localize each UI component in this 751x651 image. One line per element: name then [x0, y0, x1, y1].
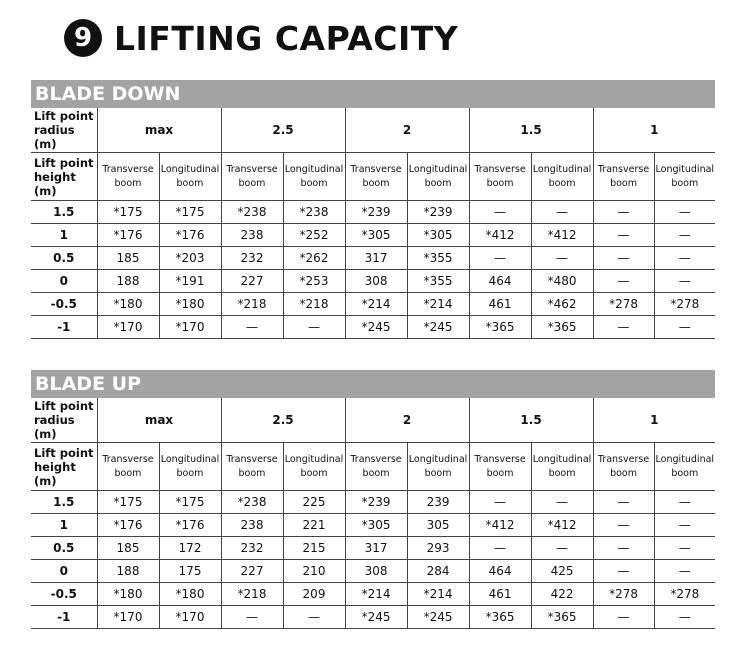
capacity-cell: —: [654, 316, 715, 339]
capacity-cell: —: [654, 606, 715, 629]
capacity-cell: *365: [531, 316, 593, 339]
radius-header-cell: 2: [345, 108, 469, 153]
capacity-cell: *305: [407, 224, 469, 247]
transverse-boom-header: Transverse boom: [221, 153, 283, 201]
section-title-bar: BLADE UP: [31, 370, 715, 398]
row-height-label: 1.5: [31, 491, 97, 514]
capacity-cell: *239: [345, 201, 407, 224]
capacity-cell: 422: [531, 583, 593, 606]
capacity-cell: *218: [221, 583, 283, 606]
capacity-cell: 227: [221, 560, 283, 583]
capacity-cell: —: [654, 201, 715, 224]
radius-header-cell: 1: [593, 108, 715, 153]
capacity-cell: *180: [159, 583, 221, 606]
capacity-cell: *214: [407, 583, 469, 606]
capacity-cell: 461: [469, 293, 531, 316]
capacity-cell: 227: [221, 270, 283, 293]
capacity-table: [31, 398, 715, 629]
capacity-cell: —: [593, 201, 654, 224]
capacity-cell: *170: [159, 606, 221, 629]
capacity-cell: —: [593, 537, 654, 560]
capacity-cell: *170: [159, 316, 221, 339]
capacity-cell: *175: [97, 201, 159, 224]
table-row: [31, 270, 715, 293]
radius-label: Lift point radius (m): [31, 398, 97, 443]
capacity-cell: *245: [345, 606, 407, 629]
section-title-bar: BLADE DOWN: [31, 80, 715, 108]
row-height-label: 1: [31, 514, 97, 537]
capacity-cell: —: [221, 606, 283, 629]
table-row: [31, 491, 715, 514]
capacity-cell: *365: [469, 316, 531, 339]
longitudinal-boom-header: Longitudinal boom: [531, 153, 593, 201]
table-row: [31, 537, 715, 560]
capacity-cell: —: [531, 247, 593, 270]
radius-header-cell: 1: [593, 398, 715, 443]
blade-up-section: [31, 370, 715, 629]
capacity-cell: —: [469, 491, 531, 514]
capacity-cell: *412: [531, 224, 593, 247]
page-title: LIFTING CAPACITY: [114, 18, 459, 58]
capacity-cell: 185: [97, 537, 159, 560]
capacity-cell: *355: [407, 247, 469, 270]
page-header: [64, 16, 458, 60]
capacity-cell: 225: [283, 491, 345, 514]
capacity-cell: *245: [407, 606, 469, 629]
boom-header-row: [31, 153, 715, 201]
capacity-cell: —: [593, 247, 654, 270]
capacity-cell: *191: [159, 270, 221, 293]
capacity-cell: *305: [345, 514, 407, 537]
transverse-boom-header: Transverse boom: [593, 153, 654, 201]
capacity-cell: —: [593, 316, 654, 339]
capacity-cell: 293: [407, 537, 469, 560]
radius-header-cell: max: [97, 108, 221, 153]
capacity-cell: —: [531, 537, 593, 560]
capacity-cell: 308: [345, 560, 407, 583]
capacity-cell: 210: [283, 560, 345, 583]
capacity-cell: *365: [531, 606, 593, 629]
radius-header-row: [31, 398, 715, 443]
capacity-cell: *214: [345, 583, 407, 606]
capacity-cell: 221: [283, 514, 345, 537]
capacity-cell: *278: [654, 293, 715, 316]
capacity-cell: —: [654, 537, 715, 560]
capacity-cell: 185: [97, 247, 159, 270]
longitudinal-boom-header: Longitudinal boom: [159, 153, 221, 201]
longitudinal-boom-header: Longitudinal boom: [283, 153, 345, 201]
row-height-label: 0: [31, 270, 97, 293]
capacity-cell: *278: [593, 583, 654, 606]
capacity-cell: —: [469, 247, 531, 270]
radius-header-cell: 2: [345, 398, 469, 443]
capacity-cell: —: [531, 491, 593, 514]
table-row: [31, 560, 715, 583]
capacity-cell: —: [283, 316, 345, 339]
capacity-cell: *480: [531, 270, 593, 293]
longitudinal-boom-header: Longitudinal boom: [654, 443, 715, 491]
longitudinal-boom-header: Longitudinal boom: [283, 443, 345, 491]
capacity-cell: *218: [283, 293, 345, 316]
capacity-cell: *170: [97, 316, 159, 339]
transverse-boom-header: Transverse boom: [221, 443, 283, 491]
capacity-cell: *175: [97, 491, 159, 514]
capacity-cell: *214: [407, 293, 469, 316]
capacity-cell: —: [593, 560, 654, 583]
capacity-cell: *245: [345, 316, 407, 339]
capacity-cell: *203: [159, 247, 221, 270]
row-height-label: 1.5: [31, 201, 97, 224]
capacity-cell: 175: [159, 560, 221, 583]
radius-header-cell: max: [97, 398, 221, 443]
capacity-cell: *218: [221, 293, 283, 316]
capacity-cell: 305: [407, 514, 469, 537]
height-label: Lift point height (m): [31, 153, 97, 201]
blade-down-section: [31, 80, 715, 339]
capacity-cell: *175: [159, 491, 221, 514]
row-height-label: 0.5: [31, 247, 97, 270]
capacity-cell: *278: [654, 583, 715, 606]
capacity-cell: 461: [469, 583, 531, 606]
capacity-cell: —: [654, 560, 715, 583]
row-height-label: -1: [31, 316, 97, 339]
capacity-cell: *412: [469, 514, 531, 537]
capacity-cell: 464: [469, 270, 531, 293]
capacity-cell: 232: [221, 247, 283, 270]
capacity-cell: —: [654, 514, 715, 537]
radius-header-cell: 2.5: [221, 398, 345, 443]
capacity-cell: 317: [345, 537, 407, 560]
capacity-cell: *239: [345, 491, 407, 514]
capacity-cell: *175: [159, 201, 221, 224]
transverse-boom-header: Transverse boom: [345, 443, 407, 491]
capacity-cell: *355: [407, 270, 469, 293]
table-row: [31, 514, 715, 537]
capacity-cell: *214: [345, 293, 407, 316]
capacity-cell: 215: [283, 537, 345, 560]
radius-header-cell: 1.5: [469, 108, 593, 153]
capacity-cell: 284: [407, 560, 469, 583]
radius-header-row: [31, 108, 715, 153]
table-row: [31, 316, 715, 339]
capacity-cell: 232: [221, 537, 283, 560]
transverse-boom-header: Transverse boom: [345, 153, 407, 201]
transverse-boom-header: Transverse boom: [97, 443, 159, 491]
capacity-cell: *462: [531, 293, 593, 316]
capacity-cell: *180: [159, 293, 221, 316]
capacity-cell: *262: [283, 247, 345, 270]
longitudinal-boom-header: Longitudinal boom: [654, 153, 715, 201]
section-number-badge: 9: [64, 19, 102, 57]
capacity-cell: —: [654, 270, 715, 293]
capacity-cell: *176: [159, 514, 221, 537]
capacity-cell: *238: [283, 201, 345, 224]
capacity-cell: —: [654, 224, 715, 247]
transverse-boom-header: Transverse boom: [469, 443, 531, 491]
capacity-cell: —: [593, 224, 654, 247]
capacity-table: [31, 108, 715, 339]
capacity-cell: 464: [469, 560, 531, 583]
capacity-cell: 188: [97, 560, 159, 583]
capacity-cell: —: [221, 316, 283, 339]
capacity-cell: —: [593, 491, 654, 514]
row-height-label: 0.5: [31, 537, 97, 560]
capacity-cell: *305: [345, 224, 407, 247]
capacity-cell: *412: [469, 224, 531, 247]
capacity-cell: *245: [407, 316, 469, 339]
radius-header-cell: 1.5: [469, 398, 593, 443]
capacity-cell: *412: [531, 514, 593, 537]
capacity-cell: *239: [407, 201, 469, 224]
row-height-label: -0.5: [31, 583, 97, 606]
radius-label: Lift point radius (m): [31, 108, 97, 153]
capacity-cell: —: [593, 270, 654, 293]
capacity-cell: —: [469, 537, 531, 560]
table-row: [31, 583, 715, 606]
capacity-cell: 238: [221, 224, 283, 247]
capacity-cell: —: [654, 491, 715, 514]
capacity-cell: 239: [407, 491, 469, 514]
longitudinal-boom-header: Longitudinal boom: [407, 153, 469, 201]
capacity-cell: *365: [469, 606, 531, 629]
capacity-cell: *238: [221, 201, 283, 224]
table-row: [31, 224, 715, 247]
capacity-cell: *252: [283, 224, 345, 247]
capacity-cell: *180: [97, 583, 159, 606]
table-row: [31, 247, 715, 270]
row-height-label: -1: [31, 606, 97, 629]
capacity-cell: 317: [345, 247, 407, 270]
transverse-boom-header: Transverse boom: [97, 153, 159, 201]
capacity-cell: 209: [283, 583, 345, 606]
capacity-cell: *176: [97, 514, 159, 537]
height-label: Lift point height (m): [31, 443, 97, 491]
longitudinal-boom-header: Longitudinal boom: [407, 443, 469, 491]
capacity-cell: *176: [97, 224, 159, 247]
transverse-boom-header: Transverse boom: [593, 443, 654, 491]
capacity-cell: *180: [97, 293, 159, 316]
capacity-cell: *176: [159, 224, 221, 247]
capacity-cell: *170: [97, 606, 159, 629]
row-height-label: 1: [31, 224, 97, 247]
row-height-label: -0.5: [31, 293, 97, 316]
capacity-cell: *238: [221, 491, 283, 514]
capacity-cell: 172: [159, 537, 221, 560]
capacity-cell: 425: [531, 560, 593, 583]
radius-header-cell: 2.5: [221, 108, 345, 153]
capacity-cell: 188: [97, 270, 159, 293]
transverse-boom-header: Transverse boom: [469, 153, 531, 201]
capacity-cell: —: [654, 247, 715, 270]
capacity-cell: —: [531, 201, 593, 224]
capacity-cell: *253: [283, 270, 345, 293]
capacity-cell: —: [593, 514, 654, 537]
capacity-cell: —: [469, 201, 531, 224]
table-row: [31, 201, 715, 224]
capacity-cell: *278: [593, 293, 654, 316]
capacity-cell: 238: [221, 514, 283, 537]
capacity-cell: —: [593, 606, 654, 629]
table-row: [31, 606, 715, 629]
capacity-cell: 308: [345, 270, 407, 293]
boom-header-row: [31, 443, 715, 491]
row-height-label: 0: [31, 560, 97, 583]
table-row: [31, 293, 715, 316]
capacity-cell: —: [283, 606, 345, 629]
longitudinal-boom-header: Longitudinal boom: [159, 443, 221, 491]
longitudinal-boom-header: Longitudinal boom: [531, 443, 593, 491]
